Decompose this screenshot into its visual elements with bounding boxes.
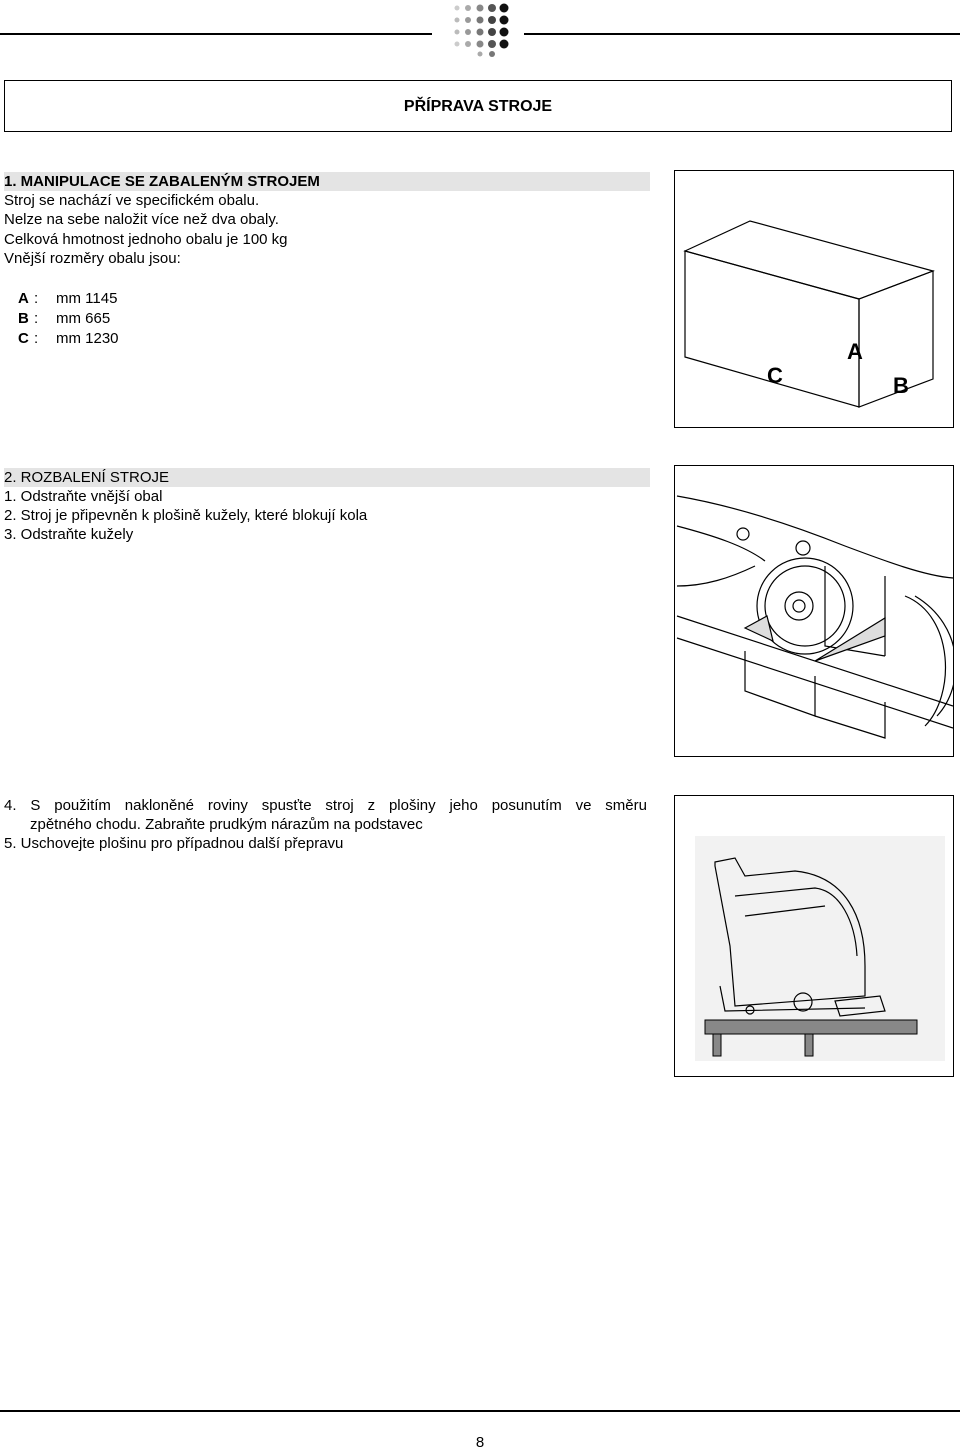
page-title-box [4, 80, 952, 132]
page-title: PŘÍPRAVA STROJE [403, 98, 553, 115]
dimension-colon: : [34, 290, 39, 307]
page-number: 8 [475, 1434, 485, 1451]
wheel-wedge-figure [674, 465, 954, 757]
section2-heading: 2. ROZBALENÍ STROJE [4, 468, 650, 487]
dimension-colon: : [34, 330, 39, 347]
section1-heading: 1. MANIPULACE SE ZABALENÝM STROJEM [4, 172, 650, 191]
section2-step: 1. Odstraňte vnější obal [4, 488, 163, 505]
wheel-wedge-drawing [675, 466, 953, 756]
dot-logo-icon [446, 2, 510, 58]
section1-line: Nelze na sebe naložit více než dva obaly. [4, 211, 279, 228]
dimension-row-a [18, 289, 117, 308]
section1-line: Celková hmotnost jednoho obalu je 100 kg [4, 231, 288, 248]
section2-step4-line1: 4. S použitím nakloněné roviny spusťte stroj z plošiny jeho posunutím ve směru [4, 797, 647, 814]
dimension-value: mm 1145 [56, 290, 118, 307]
dimension-key: C [18, 330, 29, 347]
section2-step: 2. Stroj je připevněn k plošině kužely, které blokují kola [4, 507, 368, 524]
package-label-b: B [893, 373, 909, 398]
package-box-drawing [675, 171, 953, 427]
dimension-value: mm 1230 [56, 330, 119, 347]
dimension-colon: : [34, 310, 39, 327]
machine-platform-drawing [675, 796, 953, 1076]
dimension-row-b [18, 309, 110, 328]
machine-platform-figure [674, 795, 954, 1077]
dimension-key: B [18, 310, 29, 327]
dimension-value: mm 665 [56, 310, 111, 327]
dimension-row-c [18, 329, 119, 348]
header-rule-right [524, 33, 960, 35]
section1-line: Stroj se nachází ve specifickém obalu. [4, 192, 260, 209]
package-label-a: A [847, 339, 863, 364]
section1-line: Vnější rozměry obalu jsou: [4, 250, 181, 267]
package-figure [674, 170, 954, 428]
section2-step4-line2: zpětného chodu. Zabraňte prudkým nárazům na podstavec [30, 816, 423, 833]
section2-step4 [4, 796, 647, 853]
section2-step: 3. Odstraňte kužely [4, 526, 134, 543]
package-label-c: C [767, 363, 783, 388]
header-rule-left [0, 33, 432, 35]
dimension-key: A [18, 290, 29, 307]
footer-rule [0, 1410, 960, 1412]
section2-step5: 5. Uschovejte plošinu pro případnou další přepravu [4, 835, 344, 852]
